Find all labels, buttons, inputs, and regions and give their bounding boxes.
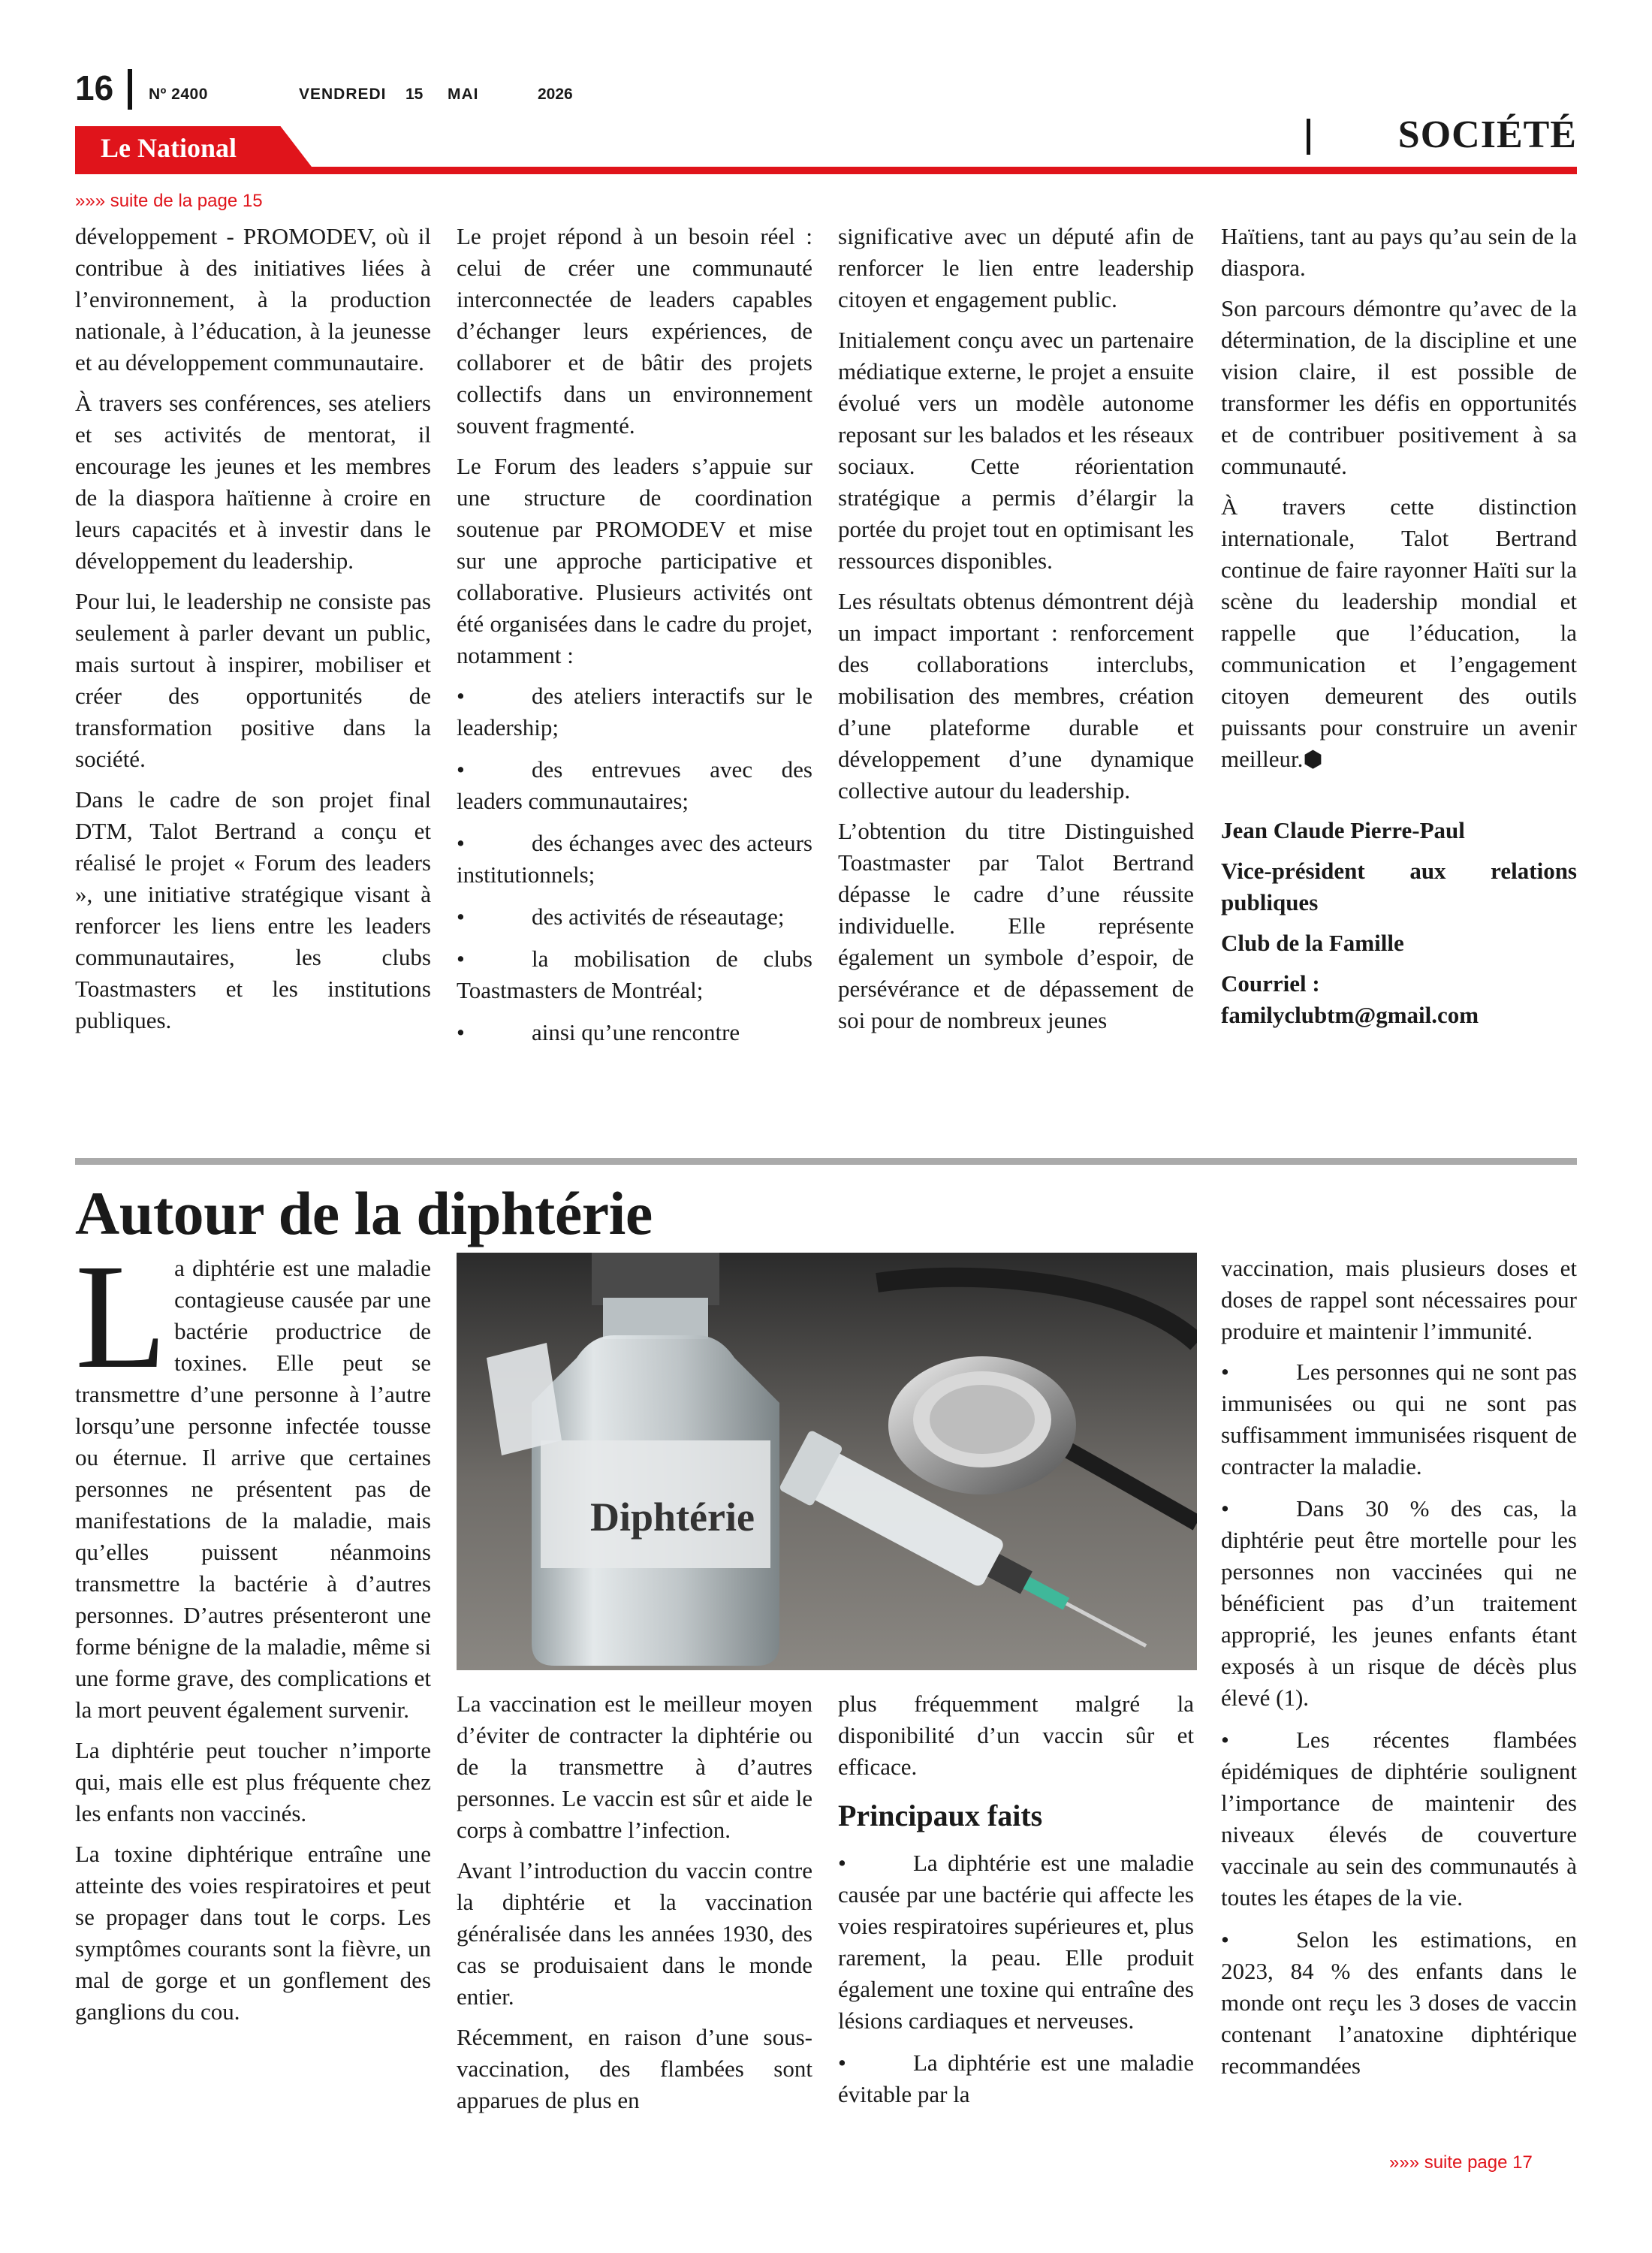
list-item: • des activités de réseautage;: [457, 901, 812, 933]
author-name: Jean Claude Pierre-Paul: [1221, 817, 1465, 843]
bullet-icon: •: [838, 1850, 846, 1876]
bullet-icon: •: [1221, 1926, 1229, 1953]
author-role: Vice-président aux relations publiques: [1221, 858, 1577, 915]
list-item: • Selon les estimations, en 2023, 84 % des enfants dans le monde ont reçu les 3 doses de vaccin contenant l’anatoxine diphtérique recommandées: [1221, 1924, 1577, 2082]
list-item: • Les récentes flambées épidémiques de diphtérie soulignent l’importance de maintenir des niveaux élevés de couverture vaccinale au sein des communautés à toutes les étapes de la vie.: [1221, 1724, 1577, 1914]
paragraph: vaccination, mais plusieurs doses et doses de rappel sont nécessaires pour produire et maintenir l’immunité.: [1221, 1255, 1577, 1344]
continued-from: »»» suite de la page 15: [75, 191, 263, 211]
bullet-icon: •: [457, 756, 465, 783]
article-separator: [75, 1158, 1577, 1165]
paragraph: Le projet répond à un besoin réel : celui de créer une communauté interconnectée de leaders capables d’échanger leurs expériences, de collaborer et de bâtir des projets collectifs dans un environnement souvent fragmenté.: [457, 223, 812, 439]
header-red-rule: [75, 167, 1577, 174]
article2-column-1: [75, 1234, 431, 2037]
paragraph: Le Forum des leaders s’appuie sur une structure de coordination soutenue par PROMODEV et mise sur une approche participative et collaborative. Plusieurs activités ont été organisées dans le cadre du projet, notamment :: [457, 453, 812, 668]
article2-column-3: [838, 1688, 1194, 2121]
paragraph: La vaccination est le meilleur moyen d’éviter de contracter la diphtérie ou de la transmettre à d’autres personnes. Le vaccin est sûr et aide le corps à combattre l’infection.: [457, 1691, 812, 1843]
issue-number: Nº 2400: [149, 86, 208, 103]
list-item: • La diphtérie est une maladie évitable par la: [838, 2047, 1194, 2110]
diphtheria-photo: [457, 1253, 1197, 1670]
list-item: • des entrevues avec des leaders communautaires;: [457, 754, 812, 817]
article1-column-2: [457, 221, 812, 1059]
continued-to: »»» suite page 17: [1389, 2152, 1533, 2173]
bullet-icon: •: [457, 683, 465, 709]
bullet-icon: •: [457, 1019, 465, 1045]
paragraph: À travers cette distinction internationale, Talot Bertrand continue de faire rayonner Haïti sur la scène du leadership mondial et rappelle que l’éducation, la communication et l’engagement citoyen demeurent des outils puissants pour construire un avenir meilleur.⬢: [1221, 493, 1577, 772]
author-club: Club de la Famille: [1221, 930, 1404, 956]
vaccine-vial-syringe-image: [457, 1253, 1197, 1670]
paragraph: La diphtérie est une maladie contagieuse causée par une bactérie productrice de toxines. Elle peut se transmettre d’une personne à l’autre lorsqu’une personne infectée tousse ou éternue. Il arrive que certaines personnes ne présentent pas de manifestations de la maladie, mais qu’elles puissent néanmoins transmettre la bactérie à d’autres personnes. D’autres présenteront une forme bénigne de la maladie, même si une forme grave, des complications et la mort peuvent également survenir.: [75, 1234, 431, 1723]
end-of-article-icon: ⬢: [1303, 747, 1323, 772]
paragraph: significative avec un député afin de renforcer le lien entre leadership citoyen et engagement public.: [838, 223, 1194, 312]
bullet-icon: •: [457, 946, 465, 972]
paragraph: À travers ses conférences, ses ateliers et ses activités de mentorat, il encourage les jeunes et les membres de la diaspora haïtienne à croire en leurs capacités et à investir dans le développement du leadership.: [75, 390, 431, 574]
drop-cap: L: [75, 1234, 167, 1400]
paragraph: Haïtiens, tant au pays qu’au sein de la diaspora.: [1221, 223, 1577, 281]
list-item: • Dans 30 % des cas, la diphtérie peut être mortelle pour les personnes non vaccinées qui ne bénéficient pas d’un traitement approprié, les jeunes enfants étant exposés à un risque de décès plus élevé (1).: [1221, 1493, 1577, 1714]
paragraph: Pour lui, le leadership ne consiste pas seulement à parler devant un public, mais surtout à inspirer, mobiliser et créer des opportunités de transformation positive dans la société.: [75, 588, 431, 772]
date-month: MAI: [448, 86, 479, 103]
photo-label: Diphtérie: [590, 1494, 755, 1540]
list-item: • Les personnes qui ne sont pas immunisées ou qui ne sont pas suffisamment immunisées risquent de contracter la maladie.: [1221, 1356, 1577, 1482]
date-year: 2026: [538, 86, 573, 103]
article1-column-1: [75, 221, 431, 1045]
list-item: • des échanges avec des acteurs institutionnels;: [457, 828, 812, 891]
section-divider: [1307, 119, 1310, 155]
author-email: Courriel : familyclubtm@gmail.com: [1221, 970, 1479, 1028]
paragraph: Les résultats obtenus démontrent déjà un impact important : renforcement des collaborations interclubs, mobilisation des membres, création d’une plateforme durable et développement d’une dynamique collective autour du leadership.: [838, 588, 1194, 804]
paragraph: développement - PROMODEV, où il contribue à des initiatives liées à l’environnement, à la production nationale, à l’éducation, à la jeunesse et au développement communautaire.: [75, 223, 431, 376]
subheading: Principaux faits: [838, 1799, 1043, 1832]
paragraph: Récemment, en raison d’une sous-vaccination, des flambées sont apparues de plus en: [457, 2024, 812, 2113]
list-item: • des ateliers interactifs sur le leadership;: [457, 680, 812, 743]
article1-column-3: [838, 221, 1194, 1045]
article2-headline: Autour de la diphtérie: [75, 1179, 653, 1247]
newspaper-name: Le National: [101, 133, 237, 163]
paragraph: La diphtérie peut toucher n’importe qui, mais elle est plus fréquente chez les enfants non vaccinés.: [75, 1737, 431, 1826]
article1-column-4: [1221, 221, 1577, 1040]
article2-column-2: [457, 1688, 812, 2125]
list-item: • La diphtérie est une maladie causée par une bactérie qui affecte les voies respiratoires supérieures et, plus rarement, la peau. Elle produit également une toxine qui entraîne des lésions cardiaques et nerveuses.: [838, 1847, 1194, 2037]
paragraph: Avant l’introduction du vaccin contre la diphtérie et la vaccination généralisée dans les années 1930, des cas se produisaient dans le monde entier.: [457, 1857, 812, 2010]
page-number-divider: [128, 69, 132, 110]
date-number: 15: [405, 86, 424, 103]
bullet-icon: •: [1221, 1359, 1229, 1385]
list-item: • ainsi qu’une rencontre: [457, 1017, 812, 1048]
bullet-icon: •: [457, 830, 465, 856]
paragraph: La toxine diphtérique entraîne une atteinte des voies respiratoires et peut se propager dans tout le corps. Les symptômes courants sont la fièvre, un mal de gorge et un gonflement des ganglions du cou.: [75, 1841, 431, 2025]
section-title: SOCIÉTÉ: [1397, 113, 1577, 156]
paragraph: Dans le cadre de son projet final DTM, Talot Bertrand a conçu et réalisé le projet « Forum des leaders », une initiative stratégique visant à renforcer les liens entre les leaders communautaires, les clubs Toastmasters et les institutions publiques.: [75, 786, 431, 1033]
bullet-icon: •: [457, 903, 465, 930]
list-item: • la mobilisation de clubs Toastmasters de Montréal;: [457, 943, 812, 1006]
paragraph: L’obtention du titre Distinguished Toastmaster par Talot Bertrand dépasse le cadre d’une réussite individuelle. Elle représente également un symbole d’espoir, de persévérance et de dépassement de soi pour de nombreux jeunes: [838, 818, 1194, 1033]
article2-column-4: [1221, 1253, 1577, 2092]
bullet-icon: •: [838, 2049, 846, 2076]
paragraph: Son parcours démontre qu’avec de la détermination, de la discipline et une vision claire, il est possible de transformer les défis en opportunités et de contribuer positivement à sa communauté.: [1221, 295, 1577, 479]
bullet-icon: •: [1221, 1727, 1229, 1753]
bullet-icon: •: [1221, 1495, 1229, 1522]
paragraph: Initialement conçu avec un partenaire médiatique externe, le projet a ensuite évolué vers un modèle autonome reposant sur les balados et les réseaux sociaux. Cette réorientation stratégique a permis d’élargir la portée du projet tout en optimisant les ressources disponibles.: [838, 327, 1194, 574]
date-day: VENDREDI: [299, 86, 387, 103]
page-number: 16: [75, 68, 114, 107]
paragraph: plus fréquemment malgré la disponibilité d’un vaccin sûr et efficace.: [838, 1691, 1194, 1780]
